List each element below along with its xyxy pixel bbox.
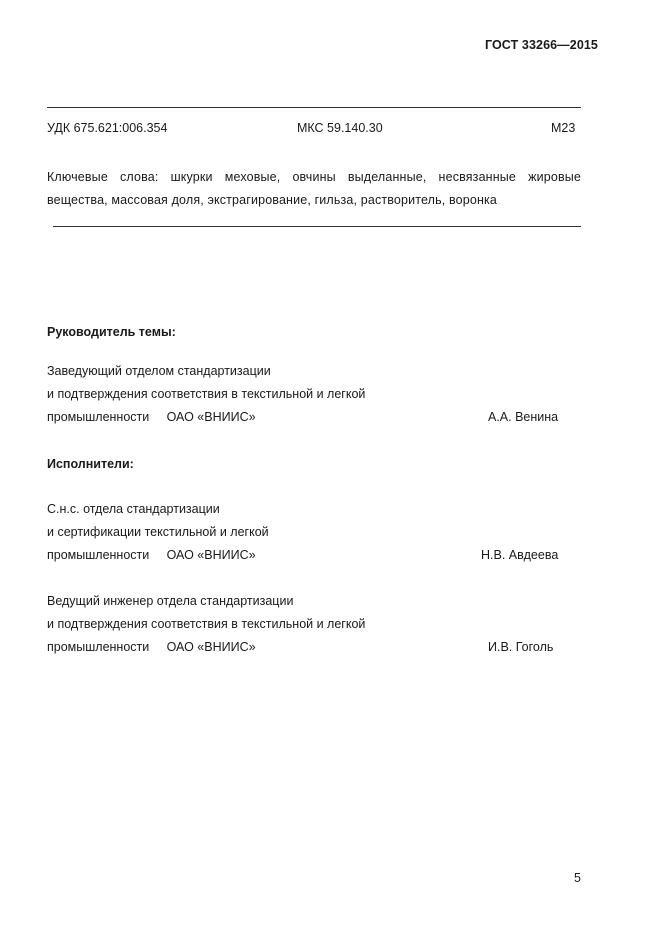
performers-heading: Исполнители: (47, 457, 134, 471)
performer-1-position-line-3: промышленности ОАО «ВНИИС» (47, 548, 256, 562)
keywords-line-1: Ключевые слова: шкурки меховые, овчины выделанные, несвязанные жировые (47, 170, 581, 184)
leader-position-line-2: и подтверждения соответствия в текстильной и легкой (47, 387, 366, 401)
performer-2-position-line-3: промышленности ОАО «ВНИИС» (47, 640, 256, 654)
okp-code: М23 (551, 121, 576, 135)
leader-position-line-1: Заведующий отделом стандартизации (47, 364, 271, 378)
document-code: ГОСТ 33266—2015 (484, 38, 598, 52)
bottom-divider (53, 226, 581, 227)
performer-2-position-line-1: Ведущий инженер отдела стандартизации (47, 594, 294, 608)
performer-2-name: И.В. Гоголь (488, 640, 554, 654)
page-number: 5 (574, 871, 581, 885)
udk-code: УДК 675.621:006.354 (47, 121, 168, 135)
performer-1-position-line-1: С.н.с. отдела стандартизации (47, 502, 220, 516)
keywords-paragraph (47, 166, 581, 212)
top-divider (47, 107, 581, 108)
leader-position-line-3: промышленности ОАО «ВНИИС» (47, 410, 256, 424)
keywords-line-2: вещества, массовая доля, экстрагирование, гильза, растворитель, воронка (47, 193, 497, 207)
performer-1-name: Н.В. Авдеева (481, 548, 559, 562)
leader-heading: Руководитель темы: (47, 325, 176, 339)
performer-1-position-line-2: и сертификации текстильной и легкой (47, 525, 269, 539)
mks-code: МКС 59.140.30 (297, 121, 383, 135)
performer-2-position-line-2: и подтверждения соответствия в текстильной и легкой (47, 617, 366, 631)
leader-name: А.А. Венина (488, 410, 559, 424)
